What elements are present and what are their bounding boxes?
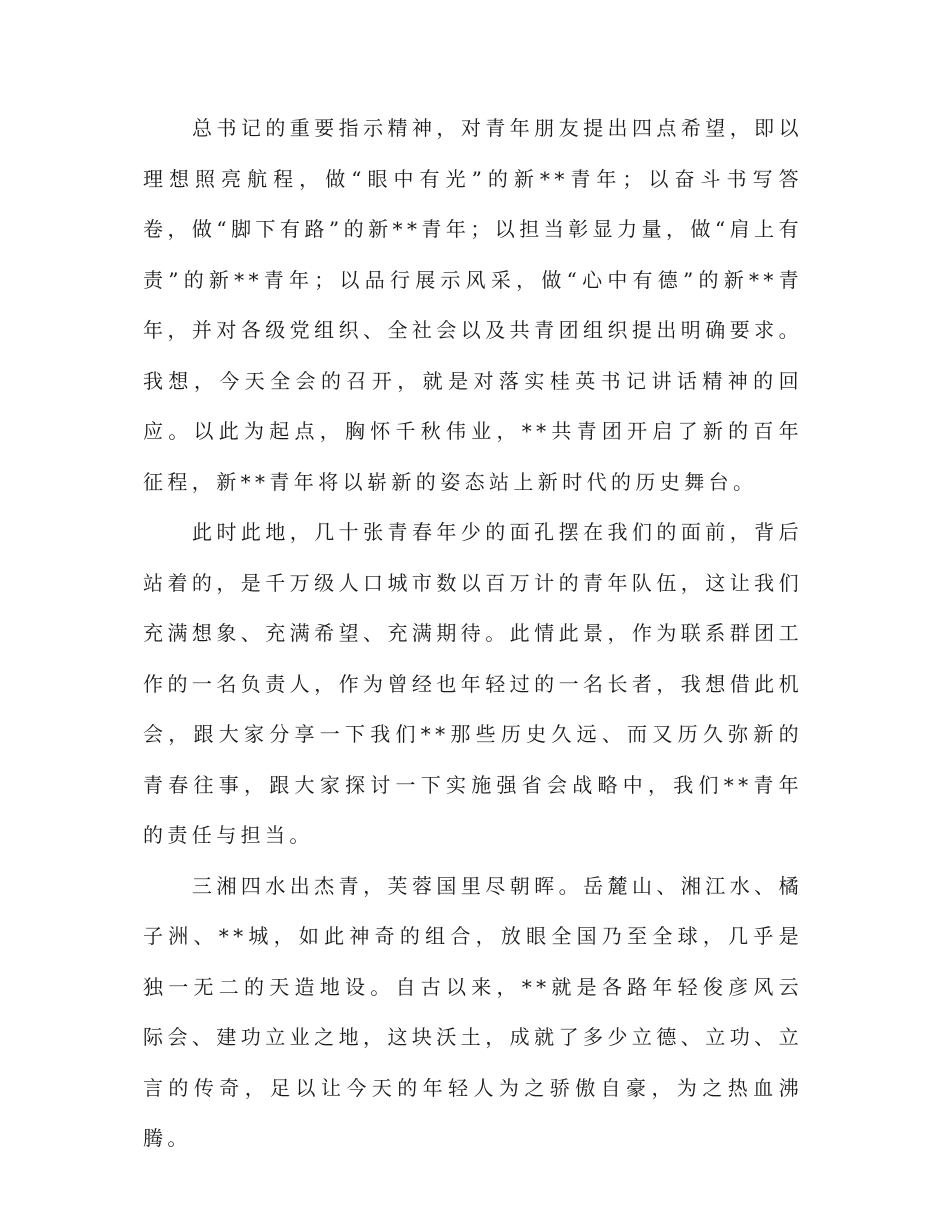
paragraph-3: 三湘四水出杰青，芙蓉国里尽朝晖。岳麓山、湘江水、橘子洲、**城，如此神奇的组合，放眼全国乃至全球，几乎是独一无二的天造地设。自古以来，**就是各路年轻俊彦风云际会、建功立业之地，这块沃土，成就了多少立德、立功、立言的传奇，足以让今天的年轻人为之骄傲自豪，为之热血沸腾。	[143, 873, 803, 1150]
paragraph-2: 此时此地，几十张青春年少的面孔摆在我们的面前，背后站着的，是千万级人口城市数以百万计的青年队伍，这让我们充满想象、充满希望、充满期待。此情此景，作为联系群团工作的一名负责人，作为曾经也年轻过的一名长者，我想借此机会，跟大家分享一下我们**那些历史久远、而又历久弥新的青春往事，跟大家探讨一下实施强省会战略中，我们**青年的责任与担当。	[143, 520, 803, 847]
paragraph-1: 总书记的重要指示精神，对青年朋友提出四点希望，即以理想照亮航程，做“眼中有光”的新**青年；以奋斗书写答卷，做“脚下有路”的新**青年；以担当彰显力量，做“肩上有责”的新**青年；以品行展示风采，做“心中有德”的新**青年，并对各级党组织、全社会以及共青团组织提出明确要求。我想，今天全会的召开，就是对落实桂英书记讲话精神的回应。以此为起点，胸怀千秋伟业，**共青团开启了新的百年征程，新**青年将以崭新的姿态站上新时代的历史舞台。	[143, 116, 803, 494]
document-body	[143, 103, 803, 1164]
